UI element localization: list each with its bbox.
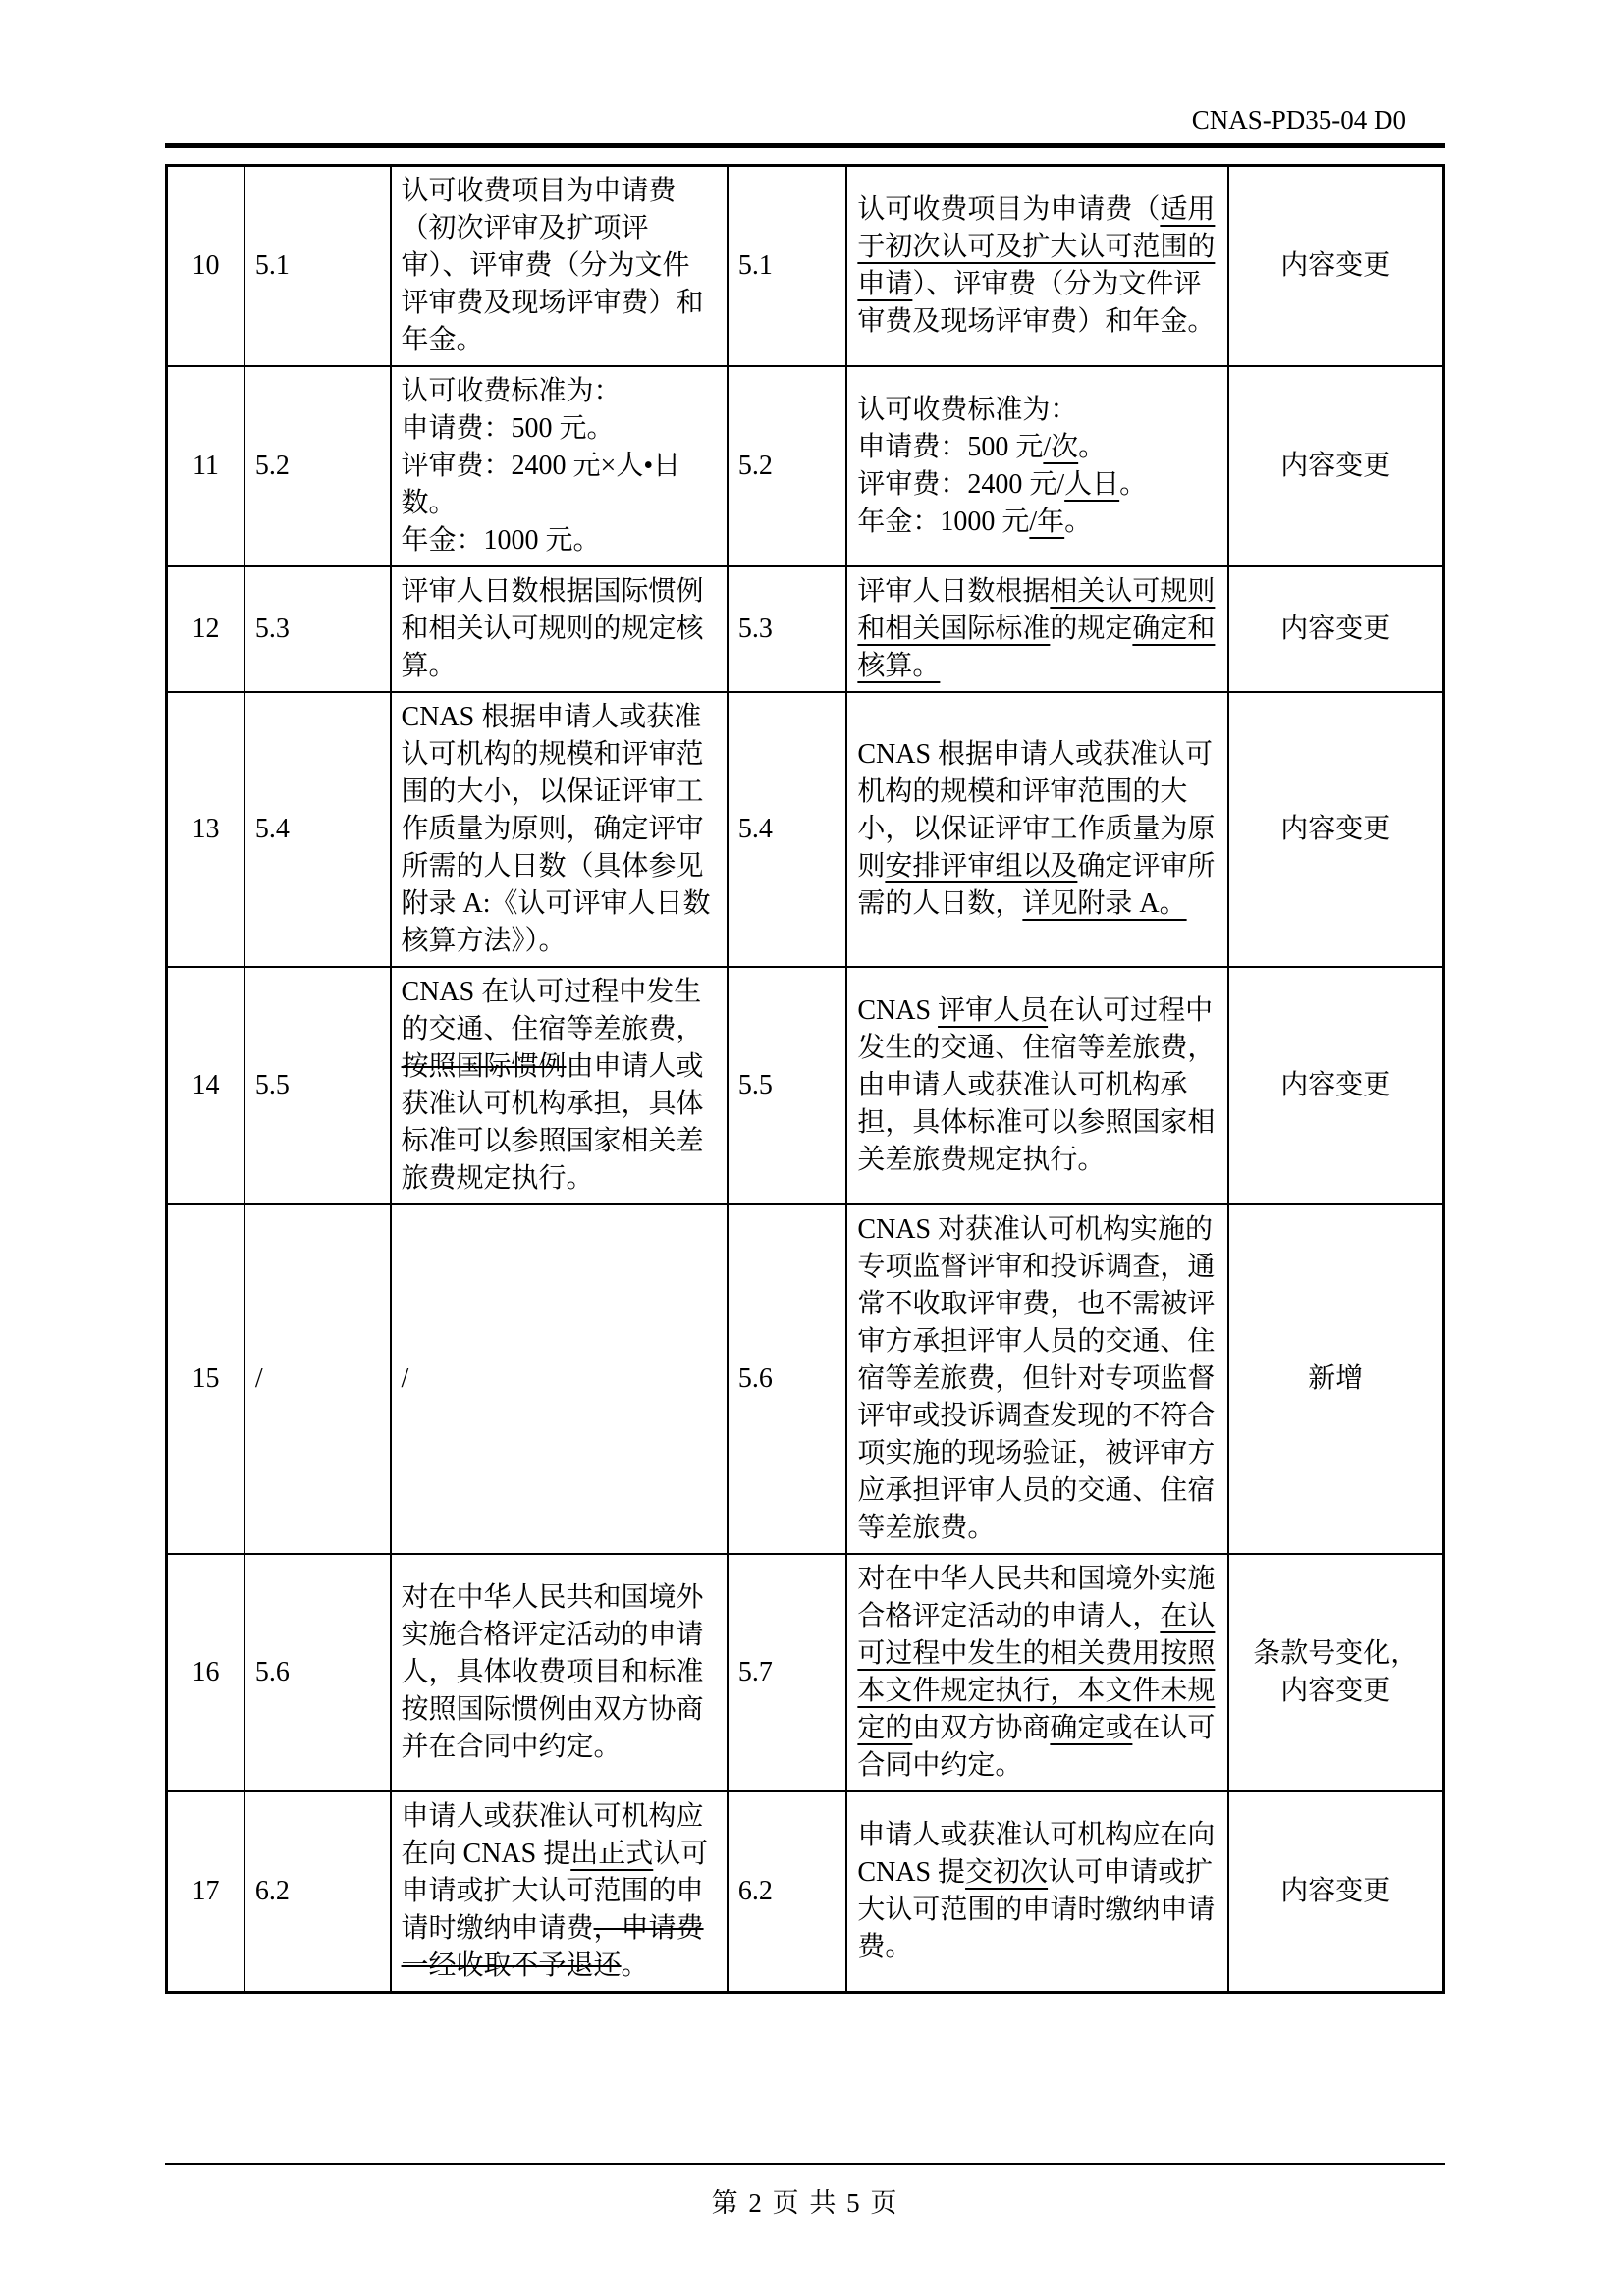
inserted-text: 出正式	[570, 1839, 654, 1869]
text-segment: 。	[621, 1950, 649, 1981]
inserted-text: 人日	[1064, 469, 1120, 500]
text-segment: 内容变更	[1280, 1876, 1391, 1906]
old-clause-cell: 6.2	[244, 1791, 391, 1993]
document-content	[165, 0, 1445, 1994]
new-clause-cell: 6.2	[728, 1791, 846, 1993]
inserted-text: 确定和核算。	[857, 614, 1216, 681]
new-clause-cell: 5.5	[728, 967, 846, 1204]
change-type-cell	[1228, 967, 1444, 1204]
old-text-cell	[391, 692, 728, 967]
text-segment: 内容变更	[1280, 250, 1391, 281]
text-line	[857, 573, 1217, 685]
text-line	[402, 974, 717, 1198]
old-clause-cell: /	[244, 1204, 391, 1554]
inserted-text: 在认可过程中发生的相关费用按照本文件规定执行，本文件未规定的	[857, 1601, 1216, 1743]
text-line	[857, 191, 1217, 341]
text-segment: 申请费：500 元。	[401, 413, 615, 444]
text-segment: 。	[1064, 507, 1093, 537]
text-segment: 评审费：2400 元/	[857, 469, 1065, 500]
text-line	[1239, 611, 1433, 648]
old-text-cell	[391, 366, 728, 566]
new-text-cell	[846, 692, 1227, 967]
text-line	[857, 1561, 1217, 1785]
new-text-cell	[846, 1204, 1227, 1554]
text-segment: 内容变更	[1280, 1676, 1391, 1706]
new-clause-cell: 5.4	[728, 692, 846, 967]
inserted-text: 适用于初次认可及扩大认可范围的申请	[857, 194, 1216, 299]
row-number-cell: 16	[167, 1554, 244, 1791]
doc-code: CNAS-PD35-04 D0	[1191, 105, 1406, 134]
table-row	[167, 1554, 1444, 1791]
text-segment: 评审人日数根据国际惯例和相关认可规则的规定核算。	[401, 576, 704, 681]
inserted-text: /年	[1029, 507, 1065, 537]
text-segment: 确定评审所需的人日数，	[857, 851, 1216, 919]
text-segment: CNAS 根据申请人或获准认可机构的规模和评审范围的大小，以保证评审工作质量为原则	[857, 739, 1216, 881]
old-text-cell	[391, 1791, 728, 1993]
text-segment: CNAS 在认可过程中发生的交通、住宿等差旅费，	[401, 977, 704, 1044]
old-text-cell	[391, 166, 728, 367]
text-segment: CNAS	[857, 995, 939, 1026]
row-number-cell: 10	[167, 166, 244, 367]
new-text-cell	[846, 967, 1227, 1204]
text-segment: 内容变更	[1280, 614, 1391, 644]
text-line	[857, 429, 1217, 466]
new-clause-cell: 5.2	[728, 366, 846, 566]
new-text-cell	[846, 1554, 1227, 1791]
new-text-cell	[846, 1791, 1227, 1993]
table-row	[167, 566, 1444, 692]
text-line	[1239, 247, 1433, 285]
old-clause-cell: 5.5	[244, 967, 391, 1204]
text-line	[402, 448, 717, 522]
text-line	[402, 173, 717, 359]
change-type-cell	[1228, 1554, 1444, 1791]
text-segment: 的规定	[1050, 614, 1133, 644]
text-line	[402, 573, 717, 685]
text-segment: 认可收费标准为：	[401, 376, 622, 406]
deleted-text: ，申请费一经收取不予退还	[401, 1913, 704, 1981]
text-line	[402, 1798, 717, 1985]
row-number-cell: 17	[167, 1791, 244, 1993]
text-segment: 认可申请或扩大认可范围的申请时缴纳申请费。	[857, 1857, 1216, 1962]
text-segment: 在认可过程中发生的交通、住宿等差旅费，由申请人或获准认可机构承担，具体标准可以参照国家相关差旅费规定执行。	[857, 995, 1216, 1175]
text-segment: 申请人或获准认可机构应在向 CNAS 提	[857, 1820, 1216, 1888]
text-segment: 内容变更	[1280, 814, 1391, 844]
inserted-text: 评审人员	[938, 995, 1049, 1026]
text-segment: 评审人日数根据	[857, 576, 1051, 607]
change-type-cell	[1228, 1204, 1444, 1554]
inserted-text: 确定或	[1050, 1713, 1133, 1743]
footer-rule	[165, 2163, 1445, 2165]
document-footer	[165, 2163, 1445, 2219]
row-number-cell: 14	[167, 967, 244, 1204]
change-type-cell	[1228, 166, 1444, 367]
inserted-text: 详见附录 A。	[1022, 888, 1187, 919]
change-type-cell	[1228, 366, 1444, 566]
inserted-text: 相关认可规则和相关国际标准	[857, 576, 1216, 644]
row-number-cell: 15	[167, 1204, 244, 1554]
text-segment: /	[401, 1363, 409, 1394]
row-number-cell: 12	[167, 566, 244, 692]
text-line	[1239, 1361, 1433, 1398]
text-line	[857, 504, 1217, 541]
change-type-cell	[1228, 566, 1444, 692]
text-line	[402, 373, 717, 410]
text-line	[857, 466, 1217, 504]
inserted-text: 交初次	[965, 1857, 1049, 1888]
text-line	[1239, 448, 1433, 485]
text-segment: 认可收费项目为申请费（初次评审及扩项评审）、评审费（分为文件评审费及现场评审费）和年金。	[401, 176, 704, 355]
text-segment: 评审费：2400 元×人•日数。	[401, 451, 681, 518]
page-number: 第 2 页 共 5 页	[711, 2188, 899, 2217]
text-line	[402, 1361, 717, 1398]
table-row	[167, 1204, 1444, 1554]
text-line	[857, 992, 1217, 1179]
text-segment: 由申请人或获准认可机构承担，具体标准可以参照国家相关差旅费规定执行。	[401, 1051, 704, 1194]
text-segment: 申请费：500 元	[857, 432, 1044, 462]
text-line	[402, 410, 717, 448]
old-text-cell	[391, 1204, 728, 1554]
text-line	[1239, 1673, 1433, 1710]
text-segment: 新增	[1308, 1363, 1364, 1394]
header-rule	[165, 143, 1445, 148]
text-segment: 申请人或获准认可机构应在向 CNAS 提	[401, 1801, 704, 1869]
row-number-cell: 13	[167, 692, 244, 967]
old-text-cell	[391, 566, 728, 692]
inserted-text: /次	[1043, 432, 1079, 462]
text-segment: 在认可合同中约定。	[857, 1713, 1216, 1781]
old-clause-cell: 5.1	[244, 166, 391, 367]
text-line	[1239, 811, 1433, 848]
table-row	[167, 366, 1444, 566]
text-segment: 认可申请或扩大认可范围的申请时缴纳申请费	[401, 1839, 709, 1944]
old-text-cell	[391, 967, 728, 1204]
new-clause-cell: 5.3	[728, 566, 846, 692]
text-line	[857, 1211, 1217, 1547]
revision-table	[165, 164, 1445, 1994]
text-segment: 由双方协商	[912, 1713, 1051, 1743]
text-segment: 。	[1078, 432, 1107, 462]
text-line	[1239, 1067, 1433, 1104]
text-segment: 对在中华人民共和国境外实施合格评定活动的申请人，	[857, 1564, 1216, 1631]
new-text-cell	[846, 166, 1227, 367]
old-clause-cell: 5.4	[244, 692, 391, 967]
text-segment: 条款号变化，	[1253, 1638, 1419, 1669]
text-segment: 内容变更	[1280, 1070, 1391, 1100]
new-clause-cell: 5.7	[728, 1554, 846, 1791]
new-clause-cell: 5.6	[728, 1204, 846, 1554]
text-line	[857, 736, 1217, 923]
text-segment: 认可收费标准为：	[857, 395, 1078, 425]
change-type-cell	[1228, 692, 1444, 967]
new-text-cell	[846, 566, 1227, 692]
table-row	[167, 1791, 1444, 1993]
text-line	[857, 392, 1217, 429]
old-clause-cell: 5.6	[244, 1554, 391, 1791]
old-clause-cell: 5.2	[244, 366, 391, 566]
text-line	[857, 1817, 1217, 1966]
table-row	[167, 166, 1444, 367]
text-segment: 对在中华人民共和国境外实施合格评定活动的申请人，具体收费项目和标准按照国际惯例由双方协商并在合同中约定。	[401, 1582, 704, 1762]
table-row	[167, 967, 1444, 1204]
text-line	[402, 1579, 717, 1766]
revision-table-body	[167, 166, 1444, 1993]
text-segment: 年金：1000 元	[857, 507, 1030, 537]
text-line	[1239, 1635, 1433, 1673]
text-line	[1239, 1873, 1433, 1910]
text-segment: 内容变更	[1280, 451, 1391, 481]
text-segment: 认可收费项目为申请费（	[857, 194, 1161, 225]
deleted-text: 按照国际惯例	[401, 1051, 567, 1082]
old-clause-cell: 5.3	[244, 566, 391, 692]
inserted-text: 安排评审组以及	[885, 851, 1078, 881]
table-row	[167, 692, 1444, 967]
text-segment: CNAS 对获准认可机构实施的专项监督评审和投诉调查，通常不收取评审费，也不需被评审方承担评审人员的交通、住宿等差旅费，但针对专项监督评审或投诉调查发现的不符合项实施的现场验证，被评审方应承担评审人员的交通、住宿等差旅费。	[857, 1214, 1216, 1543]
new-text-cell	[846, 366, 1227, 566]
change-type-cell	[1228, 1791, 1444, 1993]
text-line	[402, 699, 717, 960]
new-clause-cell: 5.1	[728, 166, 846, 367]
row-number-cell: 11	[167, 366, 244, 566]
text-segment: ）、评审费（分为文件评审费及现场评审费）和年金。	[857, 269, 1216, 337]
text-segment: CNAS 根据申请人或获准认可机构的规模和评审范围的大小，以保证评审工作质量为原则，确定评审所需的人日数（具体参见附录 A:《认可评审人日数核算方法》）。	[401, 702, 711, 956]
text-segment: 年金：1000 元。	[401, 525, 601, 556]
text-line	[402, 522, 717, 560]
text-segment: 。	[1119, 469, 1148, 500]
old-text-cell	[391, 1554, 728, 1791]
